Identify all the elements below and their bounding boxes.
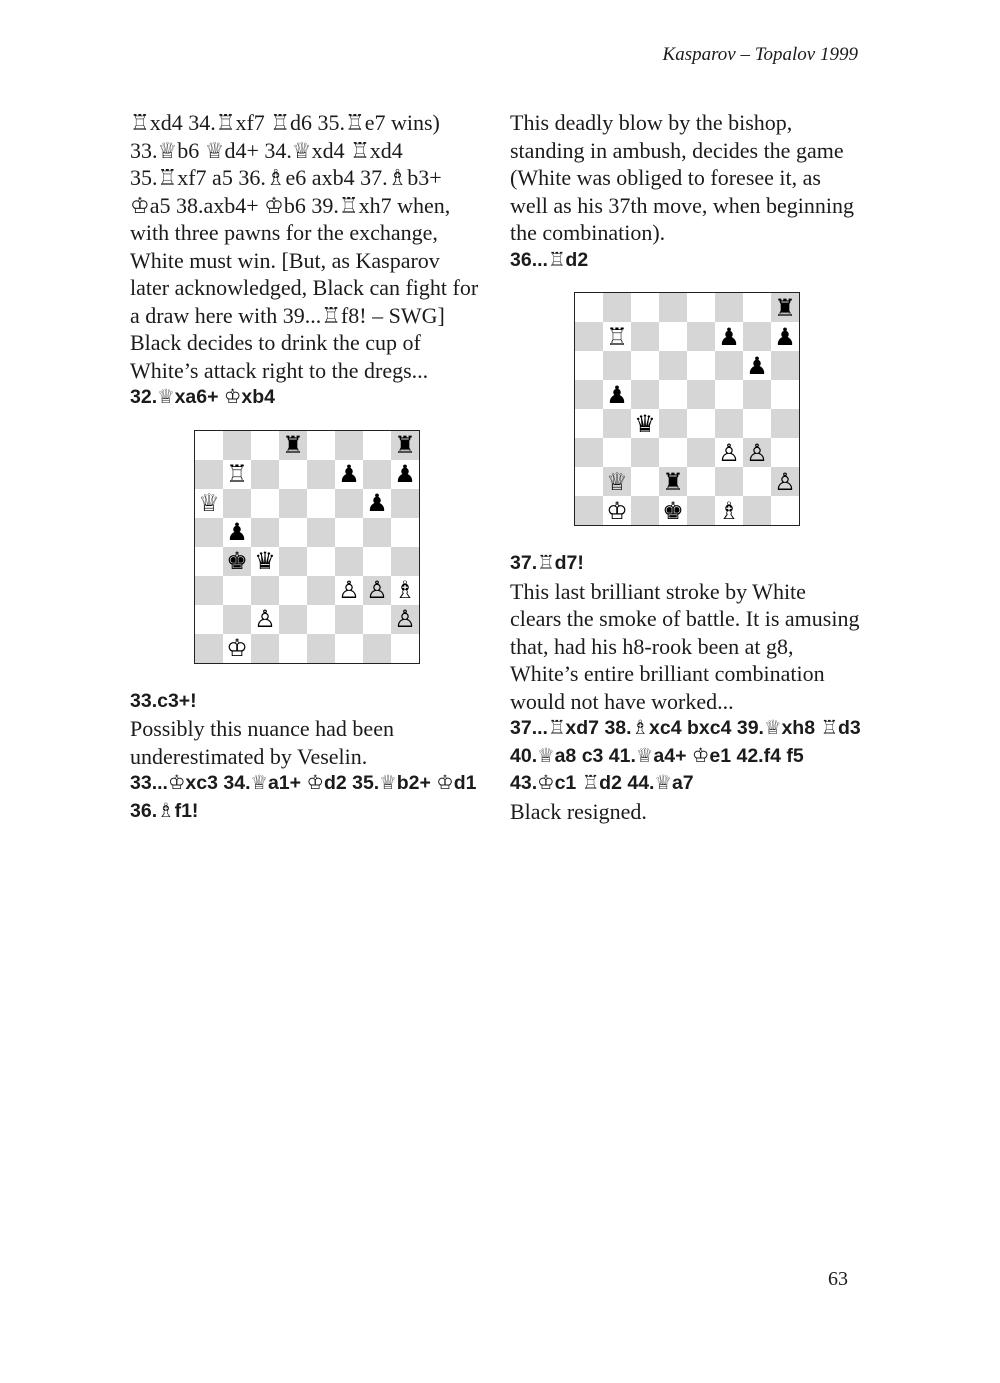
board-square — [307, 634, 335, 663]
board-square — [391, 547, 419, 576]
board-square — [743, 496, 771, 525]
board-square — [391, 431, 419, 460]
board-square — [195, 489, 223, 518]
page-number: 63 — [828, 1268, 848, 1290]
board-square — [195, 547, 223, 576]
black-queen-icon: ♛ — [634, 409, 656, 438]
board-square — [195, 576, 223, 605]
board-square — [659, 467, 687, 496]
board-square — [659, 322, 687, 351]
board-square — [223, 605, 251, 634]
board-square — [603, 322, 631, 351]
black-pawn-icon: ♟ — [226, 518, 248, 546]
board-square — [687, 322, 715, 351]
board-square — [335, 518, 363, 547]
board-square — [715, 351, 743, 380]
board-square — [631, 380, 659, 409]
board-square — [603, 467, 631, 496]
black-pawn-icon: ♟ — [746, 351, 768, 380]
board-square — [223, 460, 251, 489]
black-pawn-icon: ♟ — [718, 322, 740, 351]
board-square — [743, 438, 771, 467]
board-square — [575, 351, 603, 380]
commentary-paragraph: This deadly blow by the bishop, standing in ambush, decides the game (White was obliged to foresee it, as well as his 37th move, when beginning the combination). — [510, 110, 855, 245]
board-square — [307, 547, 335, 576]
board-square — [743, 293, 771, 322]
board-square — [603, 438, 631, 467]
board-square — [251, 605, 279, 634]
white-queen-icon: ♕ — [606, 467, 628, 496]
board-square — [715, 467, 743, 496]
diagram-after-36 — [574, 292, 862, 526]
diagram-after-32 — [194, 430, 482, 664]
board-square — [631, 409, 659, 438]
board-square — [659, 380, 687, 409]
board-square — [251, 460, 279, 489]
board-square — [363, 518, 391, 547]
analysis-paragraph: ♖xd4 34.♖xf7 ♖d6 35.♖e7 wins) 33.♕b6 ♕d4+ 34.♕xd4 ♖xd4 35.♖xf7 a5 36.♗e6 axb4 37.♗b3+ ♔a5 38.axb4+ ♔b6 39.♖xh7 when, with three pawns for the exchange, White must win. [But, as Kasparov later acknowledged, Black can fight for a draw here with 39...♖f8! – SWG] — [130, 110, 479, 328]
board-square — [575, 496, 603, 525]
board-square — [771, 438, 799, 467]
board-square — [631, 293, 659, 322]
board-square — [603, 293, 631, 322]
board-square — [771, 496, 799, 525]
board-square — [575, 293, 603, 322]
black-rook-icon: ♜ — [282, 431, 304, 459]
board-square — [307, 431, 335, 460]
board-square — [631, 322, 659, 351]
chess-board — [194, 430, 420, 664]
board-square — [771, 351, 799, 380]
board-square — [279, 547, 307, 576]
board-square — [771, 380, 799, 409]
black-queen-icon: ♛ — [254, 547, 276, 575]
board-square — [391, 634, 419, 663]
board-square — [715, 293, 743, 322]
black-king-icon: ♚ — [226, 547, 248, 575]
white-king-icon: ♔ — [606, 496, 628, 525]
board-square — [659, 293, 687, 322]
board-square — [575, 467, 603, 496]
black-pawn-icon: ♟ — [774, 322, 796, 351]
board-square — [603, 351, 631, 380]
white-rook-icon: ♖ — [226, 460, 248, 488]
board-square — [687, 438, 715, 467]
board-square — [659, 351, 687, 380]
board-square — [771, 293, 799, 322]
board-square — [743, 467, 771, 496]
board-square — [195, 431, 223, 460]
board-square — [659, 409, 687, 438]
board-square — [687, 467, 715, 496]
white-pawn-icon: ♙ — [338, 576, 360, 604]
move-36: 36...♖d2 — [510, 248, 589, 271]
board-square — [335, 576, 363, 605]
board-square — [659, 438, 687, 467]
move-32: 32.♕xa6+ ♔xb4 — [130, 386, 276, 408]
board-square — [363, 460, 391, 489]
chess-board — [574, 292, 800, 526]
black-rook-icon: ♜ — [394, 431, 416, 459]
black-king-icon: ♚ — [662, 496, 684, 525]
board-square — [335, 460, 363, 489]
white-king-icon: ♔ — [226, 634, 248, 662]
board-square — [743, 322, 771, 351]
board-square — [391, 605, 419, 634]
board-square — [279, 431, 307, 460]
board-square — [223, 547, 251, 576]
black-pawn-icon: ♟ — [338, 460, 360, 488]
board-square — [335, 489, 363, 518]
commentary-paragraph: This last brilliant stroke by White clears the smoke of battle. It is amusing that, had his h8-rook been at g8, White’s entire brilliant combination would not have worked... — [510, 578, 860, 714]
board-square — [223, 518, 251, 547]
left-column — [130, 109, 482, 825]
board-square — [363, 431, 391, 460]
black-rook-icon: ♜ — [662, 467, 684, 496]
board-square — [603, 380, 631, 409]
board-square — [575, 438, 603, 467]
board-square — [391, 460, 419, 489]
board-square — [279, 460, 307, 489]
board-square — [223, 576, 251, 605]
board-square — [659, 496, 687, 525]
board-square — [687, 293, 715, 322]
board-square — [251, 576, 279, 605]
board-square — [363, 605, 391, 634]
board-square — [743, 409, 771, 438]
right-column — [510, 109, 862, 825]
commentary-paragraph: Possibly this nuance had been underestimated by Veselin. — [130, 716, 394, 769]
board-square — [631, 467, 659, 496]
board-square — [391, 518, 419, 547]
board-square — [279, 634, 307, 663]
board-square — [279, 576, 307, 605]
board-square — [687, 380, 715, 409]
board-square — [603, 496, 631, 525]
board-square — [715, 409, 743, 438]
black-pawn-icon: ♟ — [394, 460, 416, 488]
board-square — [715, 438, 743, 467]
white-pawn-icon: ♙ — [254, 605, 276, 633]
white-rook-icon: ♖ — [606, 322, 628, 351]
board-square — [223, 489, 251, 518]
board-square — [771, 322, 799, 351]
board-square — [603, 409, 631, 438]
commentary-paragraph: Black decides to drink the cup of White’s attack right to the dregs... — [130, 330, 429, 383]
board-square — [335, 431, 363, 460]
board-square — [195, 605, 223, 634]
board-square — [631, 351, 659, 380]
board-square — [715, 496, 743, 525]
board-square — [279, 518, 307, 547]
moves-37-44: 37...♖xd7 38.♗xc4 bxc4 39.♕xh8 ♖d3 40.♕a8 c3 41.♕a4+ ♔e1 42.f4 f5 43.♔c1 ♖d2 44.♕a7 — [510, 717, 861, 794]
board-square — [687, 496, 715, 525]
running-head: Kasparov – Topalov 1999 — [662, 44, 858, 65]
black-rook-icon: ♜ — [774, 293, 796, 322]
board-square — [363, 576, 391, 605]
board-square — [307, 576, 335, 605]
board-square — [391, 576, 419, 605]
board-square — [195, 518, 223, 547]
board-square — [307, 460, 335, 489]
board-square — [743, 380, 771, 409]
board-square — [251, 518, 279, 547]
board-square — [307, 518, 335, 547]
board-square — [195, 460, 223, 489]
board-square — [391, 489, 419, 518]
board-square — [771, 467, 799, 496]
board-square — [335, 634, 363, 663]
white-pawn-icon: ♙ — [394, 605, 416, 633]
board-square — [279, 605, 307, 634]
move-37: 37.♖d7! — [510, 552, 584, 574]
board-square — [223, 431, 251, 460]
board-square — [335, 547, 363, 576]
result-text: Black resigned. — [510, 798, 647, 824]
board-square — [307, 605, 335, 634]
black-pawn-icon: ♟ — [606, 380, 628, 409]
board-square — [307, 489, 335, 518]
move-33: 33.c3+! — [130, 689, 197, 712]
board-square — [195, 634, 223, 663]
white-bishop-icon: ♗ — [718, 496, 740, 525]
board-square — [771, 409, 799, 438]
board-square — [687, 409, 715, 438]
board-square — [575, 322, 603, 351]
board-square — [631, 496, 659, 525]
board-square — [251, 634, 279, 663]
board-square — [743, 351, 771, 380]
black-pawn-icon: ♟ — [366, 489, 388, 517]
board-square — [687, 351, 715, 380]
board-square — [251, 547, 279, 576]
board-square — [279, 489, 307, 518]
board-square — [251, 431, 279, 460]
moves-33-36: 33...♔xc3 34.♕a1+ ♔d2 35.♕b2+ ♔d1 36.♗f1! — [130, 772, 477, 822]
board-square — [715, 322, 743, 351]
board-square — [363, 489, 391, 518]
board-square — [715, 380, 743, 409]
board-square — [335, 605, 363, 634]
white-queen-icon: ♕ — [198, 489, 220, 517]
white-pawn-icon: ♙ — [774, 467, 796, 496]
board-square — [251, 489, 279, 518]
board-square — [363, 634, 391, 663]
board-square — [223, 634, 251, 663]
board-square — [575, 409, 603, 438]
white-pawn-icon: ♙ — [746, 438, 768, 467]
white-pawn-icon: ♙ — [718, 438, 740, 467]
white-bishop-icon: ♗ — [394, 576, 416, 604]
board-square — [575, 380, 603, 409]
board-square — [363, 547, 391, 576]
board-square — [631, 438, 659, 467]
white-pawn-icon: ♙ — [366, 576, 388, 604]
